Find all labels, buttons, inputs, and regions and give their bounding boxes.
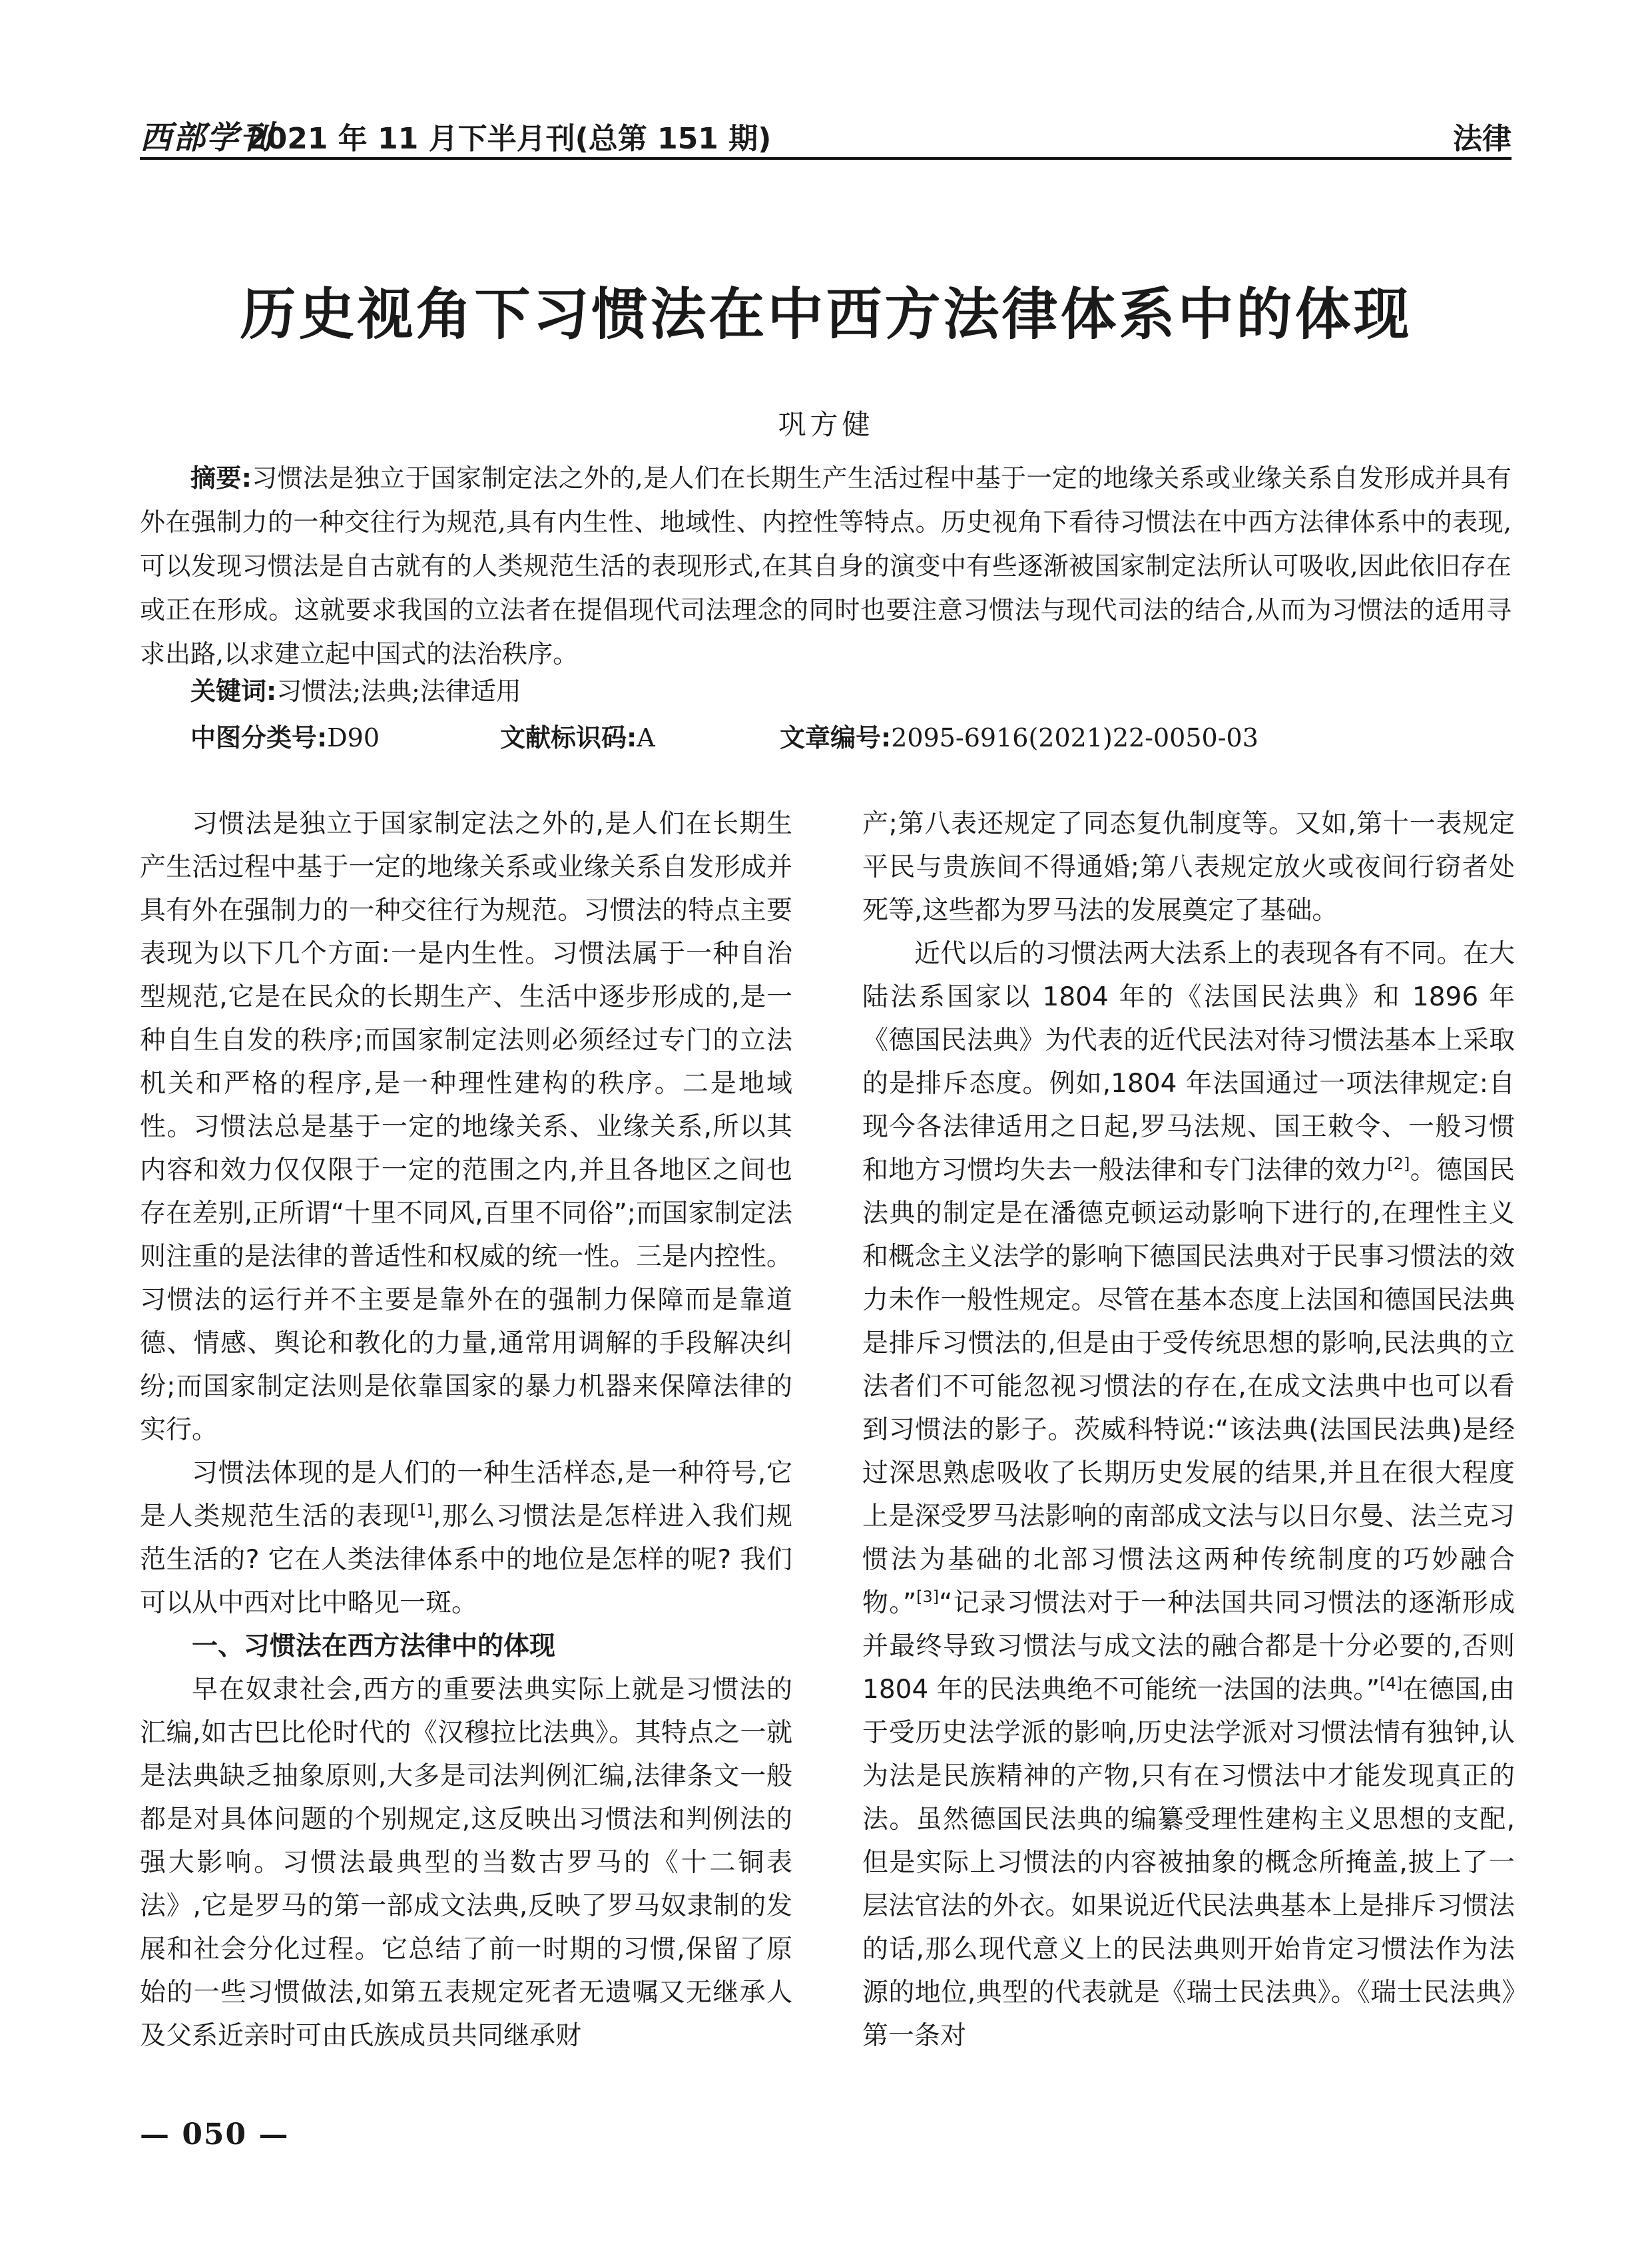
- body-paragraph: 习惯法是独立于国家制定法之外的,是人们在长期生产生活过程中基于一定的地缘关系或业缘关系自发形成并具有外在强制力的一种交往行为规范。习惯法的特点主要表现为以下几个方面:一是内生性。习惯法属于一种自治型规范,它是在民众的长期生产、生活中逐步形成的,是一种自生自发的秩序;而国家制定法则必须经过专门的立法机关和严格的程序,是一种理性建构的秩序。二是地域性。习惯法总是基于一定的地缘关系、业缘关系,所以其内容和效力仅仅限于一定的范围之内,并且各地区之间也存在差别,正所谓“十里不同风,百里不同俗”;而国家制定法则注重的是法律的普适性和权威的统一性。三是内控性。习惯法的运行并不主要是靠外在的强制力保障而是靠道德、情感、舆论和教化的力量,通常用调解的手段解决纠纷;而国家制定法则是依靠国家的暴力机器来保障法律的实行。: [140, 809, 792, 1445]
- citation-ref: [3]: [916, 1587, 940, 1606]
- citation-ref: [2]: [1387, 1155, 1410, 1173]
- keywords-line: [190, 671, 1512, 711]
- text-run: 习惯法体现的是人们的一种生活样态,是一种符号,它是人类规范生活的表现: [140, 1458, 792, 1532]
- body-paragraph: [862, 932, 1515, 2058]
- text-run: 。德国民法典的制定是在潘德克顿运动影响下进行的,在理性主义和概念主义法学的影响下德国民法典对于民事习惯法的效力未作一般性规定。尽管在基本态度上法国和德国民法典是排斥习惯法的,但是由于受传统思想的影响,民法典的立法者们不可能忽视习惯法的存在,在成文法典中也可以看到习惯法的影子。茨威科特说:“该法典(法国民法典)是经过深思熟虑吸收了长期历史发展的结果,并且在很大程度上是深受罗马法影响的南部成文法与以日尔曼、法兰克习惯法为基础的北部习惯法这两种传统制度的巧妙融合物。”: [862, 1155, 1515, 1618]
- doc-code-label: 文献标识码:: [500, 723, 637, 752]
- clc-item: [190, 718, 380, 758]
- citation-ref: [4]: [1380, 1674, 1403, 1693]
- running-header: [140, 111, 1512, 160]
- section-heading: 一、习惯法在西方法律中的体现: [192, 1631, 556, 1661]
- clc-label: 中图分类号:: [190, 723, 328, 752]
- body-paragraph: 早在奴隶社会,西方的重要法典实际上就是习惯法的汇编,如古巴比伦时代的《汉穆拉比法典》。其特点之一就是法典缺乏抽象原则,大多是司法判例汇编,法律条文一般都是对具体问题的个别规定,这反映出习惯法和判例法的强大影响。习惯法最典型的当数古罗马的《十二铜表法》,它是罗马的第一部成文法典,反映了罗马奴隶制的发展和社会分化过程。它总结了前一时期的习惯,保留了原始的一些习惯做法,如第五表规定死者无遗嘱又无继承人及父系近亲时可由氏族成员共同继承财: [140, 1675, 792, 2051]
- abstract-text: 习惯法是独立于国家制定法之外的,是人们在长期生产生活过程中基于一定的地缘关系或业缘关系自发形成并具有外在强制力的一种交往行为规范,具有内生性、地域性、内控性等特点。历史视角下看待习惯法在中西方法律体系中的表现,可以发现习惯法是自古就有的人类规范生活的表现形式,在其自身的演变中有些逐渐被国家制定法所认可吸收,因此依旧存在或正在形成。这就要求我国的立法者在提倡现代司法理念的同时也要注意习惯法与现代司法的结合,从而为习惯法的适用寻求出路,以求建立起中国式的法治秩序。: [140, 463, 1512, 669]
- abstract-paragraph: [140, 456, 1512, 676]
- body-column-right: [862, 802, 1515, 2058]
- body-paragraph: [140, 1452, 792, 1625]
- section-label: 法律: [1453, 122, 1512, 156]
- article-no-item: [780, 718, 1258, 758]
- body-column-left: [140, 802, 792, 2058]
- abstract-label: 摘要:: [190, 463, 252, 493]
- text-run: “记录习惯法对于一种法国共同习惯法的逐渐形成并最终导致习惯法与成文法的融合都是十分必要的,否则 1804 年的民法典绝不可能统一法国的法典。”: [862, 1588, 1515, 1705]
- article-author: 巩方健: [778, 408, 874, 441]
- clc-value: D90: [327, 723, 380, 752]
- citation-ref: [1]: [410, 1501, 433, 1520]
- abstract: [140, 456, 1512, 676]
- doc-code-value: A: [637, 723, 655, 752]
- body-paragraph: 产;第八表还规定了同态复仇制度等。又如,第十一表规定平民与贵族间不得通婚;第八表规定放火或夜间行窃者处死等,这些都为罗马法的发展奠定了基础。: [862, 809, 1515, 926]
- article-no-value: 2095-6916(2021)22-0050-03: [891, 723, 1258, 752]
- text-run: ,那么习惯法是怎样进入我们规范生活的? 它在人类法律体系中的地位是怎样的呢? 我们可以从中西对比中略见一斑。: [140, 1502, 792, 1618]
- text-run: 在德国,由于受历史法学派的影响,历史法学派对习惯法情有独钟,认为法是民族精神的产物,只有在习惯法中才能发现真正的法。虽然德国民法典的编纂受理性建构主义思想的支配,但是实际上习惯法的内容被抽象的概念所掩盖,披上了一层法官法的外衣。如果说近代民法典基本上是排斥习惯法的话,那么现代意义上的民法典则开始肯定习惯法作为法源的地位,典型的代表就是《瑞士民法典》。《瑞士民法典》第一条对: [862, 1675, 1515, 2051]
- page-number: — 050 —: [140, 2117, 290, 2151]
- article-no-label: 文章编号:: [780, 723, 892, 752]
- keywords-text: 习惯法;法典;法律适用: [276, 677, 521, 706]
- keywords-label: 关键词:: [190, 677, 277, 706]
- text-run: 近代以后的习惯法两大法系上的表现各有不同。在大陆法系国家以 1804 年的《法国民法典》和 1896 年《德国民法典》为代表的近代民法对待习惯法基本上采取的是排斥态度。例如,1804 年法国通过一项法律规定:自现今各法律适用之日起,罗马法规、国王敕令、一般习惯和地方习惯均失去一般法律和专门法律的效力: [862, 939, 1515, 1185]
- article-title: 历史视角下习惯法在中西方法律体系中的体现: [240, 281, 1412, 347]
- journal-logo: 西部学刊: [140, 119, 274, 156]
- journal-issue: 2021 年 11 月下半月刊(总第 151 期): [246, 122, 772, 156]
- doc-code-item: [500, 718, 655, 758]
